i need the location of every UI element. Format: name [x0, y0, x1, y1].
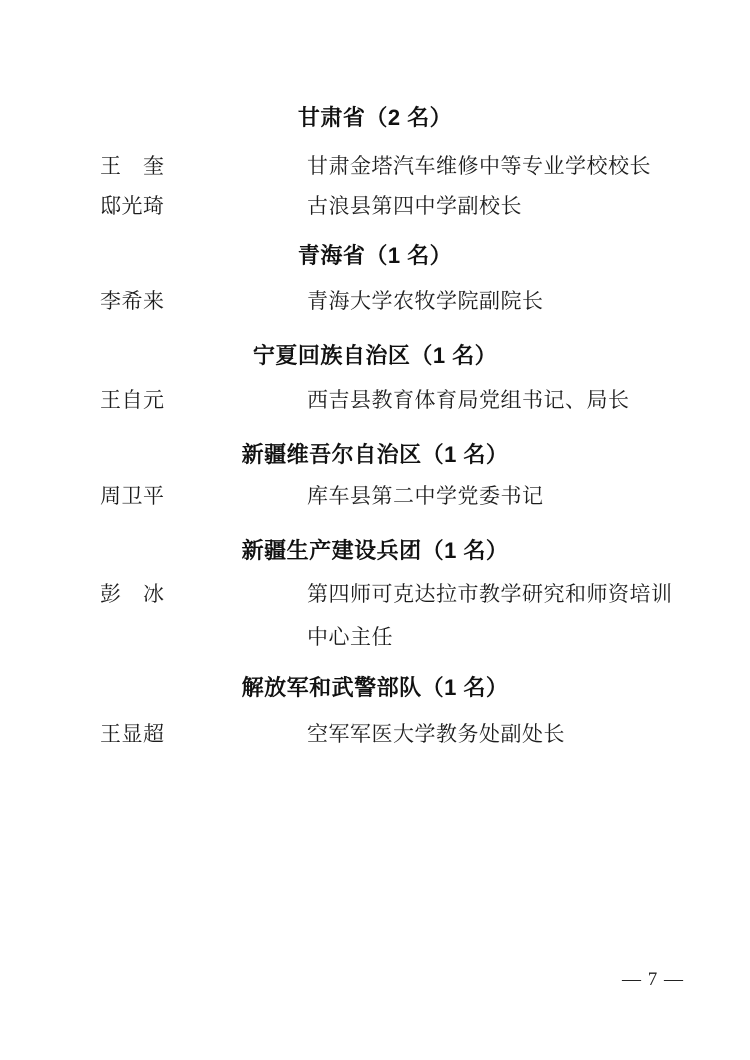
entry-row — [100, 723, 670, 747]
entry-position: 西吉县教育体育局党组书记、局长 — [307, 388, 630, 412]
entry-name: 彭 冰 — [100, 582, 165, 606]
entry-name: 周卫平 — [100, 484, 165, 508]
entry-row — [100, 155, 670, 179]
entry-row — [100, 582, 673, 649]
entry-position: 第四师可克达拉市教学研究和师资培训中心主任 — [307, 582, 673, 649]
entry-position: 青海大学农牧学院副院长 — [307, 289, 544, 313]
entry-row — [100, 195, 670, 219]
section-heading-bingtuan: 新疆生产建设兵团（1 名） — [241, 538, 509, 563]
entry-row — [100, 485, 670, 509]
entry-position: 空军军医大学教务处副处长 — [307, 722, 565, 746]
entry-row — [100, 290, 670, 314]
page-number: — 7 — — [622, 969, 684, 990]
section-heading-pla: 解放军和武警部队（1 名） — [241, 675, 509, 700]
entry-position: 古浪县第四中学副校长 — [307, 194, 522, 218]
entry-name: 王 奎 — [100, 154, 165, 178]
entry-position: 甘肃金塔汽车维修中等专业学校校长 — [307, 154, 651, 178]
section-heading-ningxia: 宁夏回族自治区（1 名） — [252, 343, 498, 368]
entry-name: 邸光琦 — [100, 194, 165, 218]
section-heading-qinghai: 青海省（1 名） — [297, 243, 453, 268]
entry-name: 王显超 — [100, 722, 165, 746]
entry-row — [100, 389, 670, 413]
entry-name: 王自元 — [100, 388, 165, 412]
entry-position: 库车县第二中学党委书记 — [307, 484, 544, 508]
section-heading-gansu: 甘肃省（2 名） — [297, 105, 453, 130]
entry-name: 李希来 — [100, 289, 165, 313]
section-heading-xinjiang: 新疆维吾尔自治区（1 名） — [241, 442, 509, 467]
